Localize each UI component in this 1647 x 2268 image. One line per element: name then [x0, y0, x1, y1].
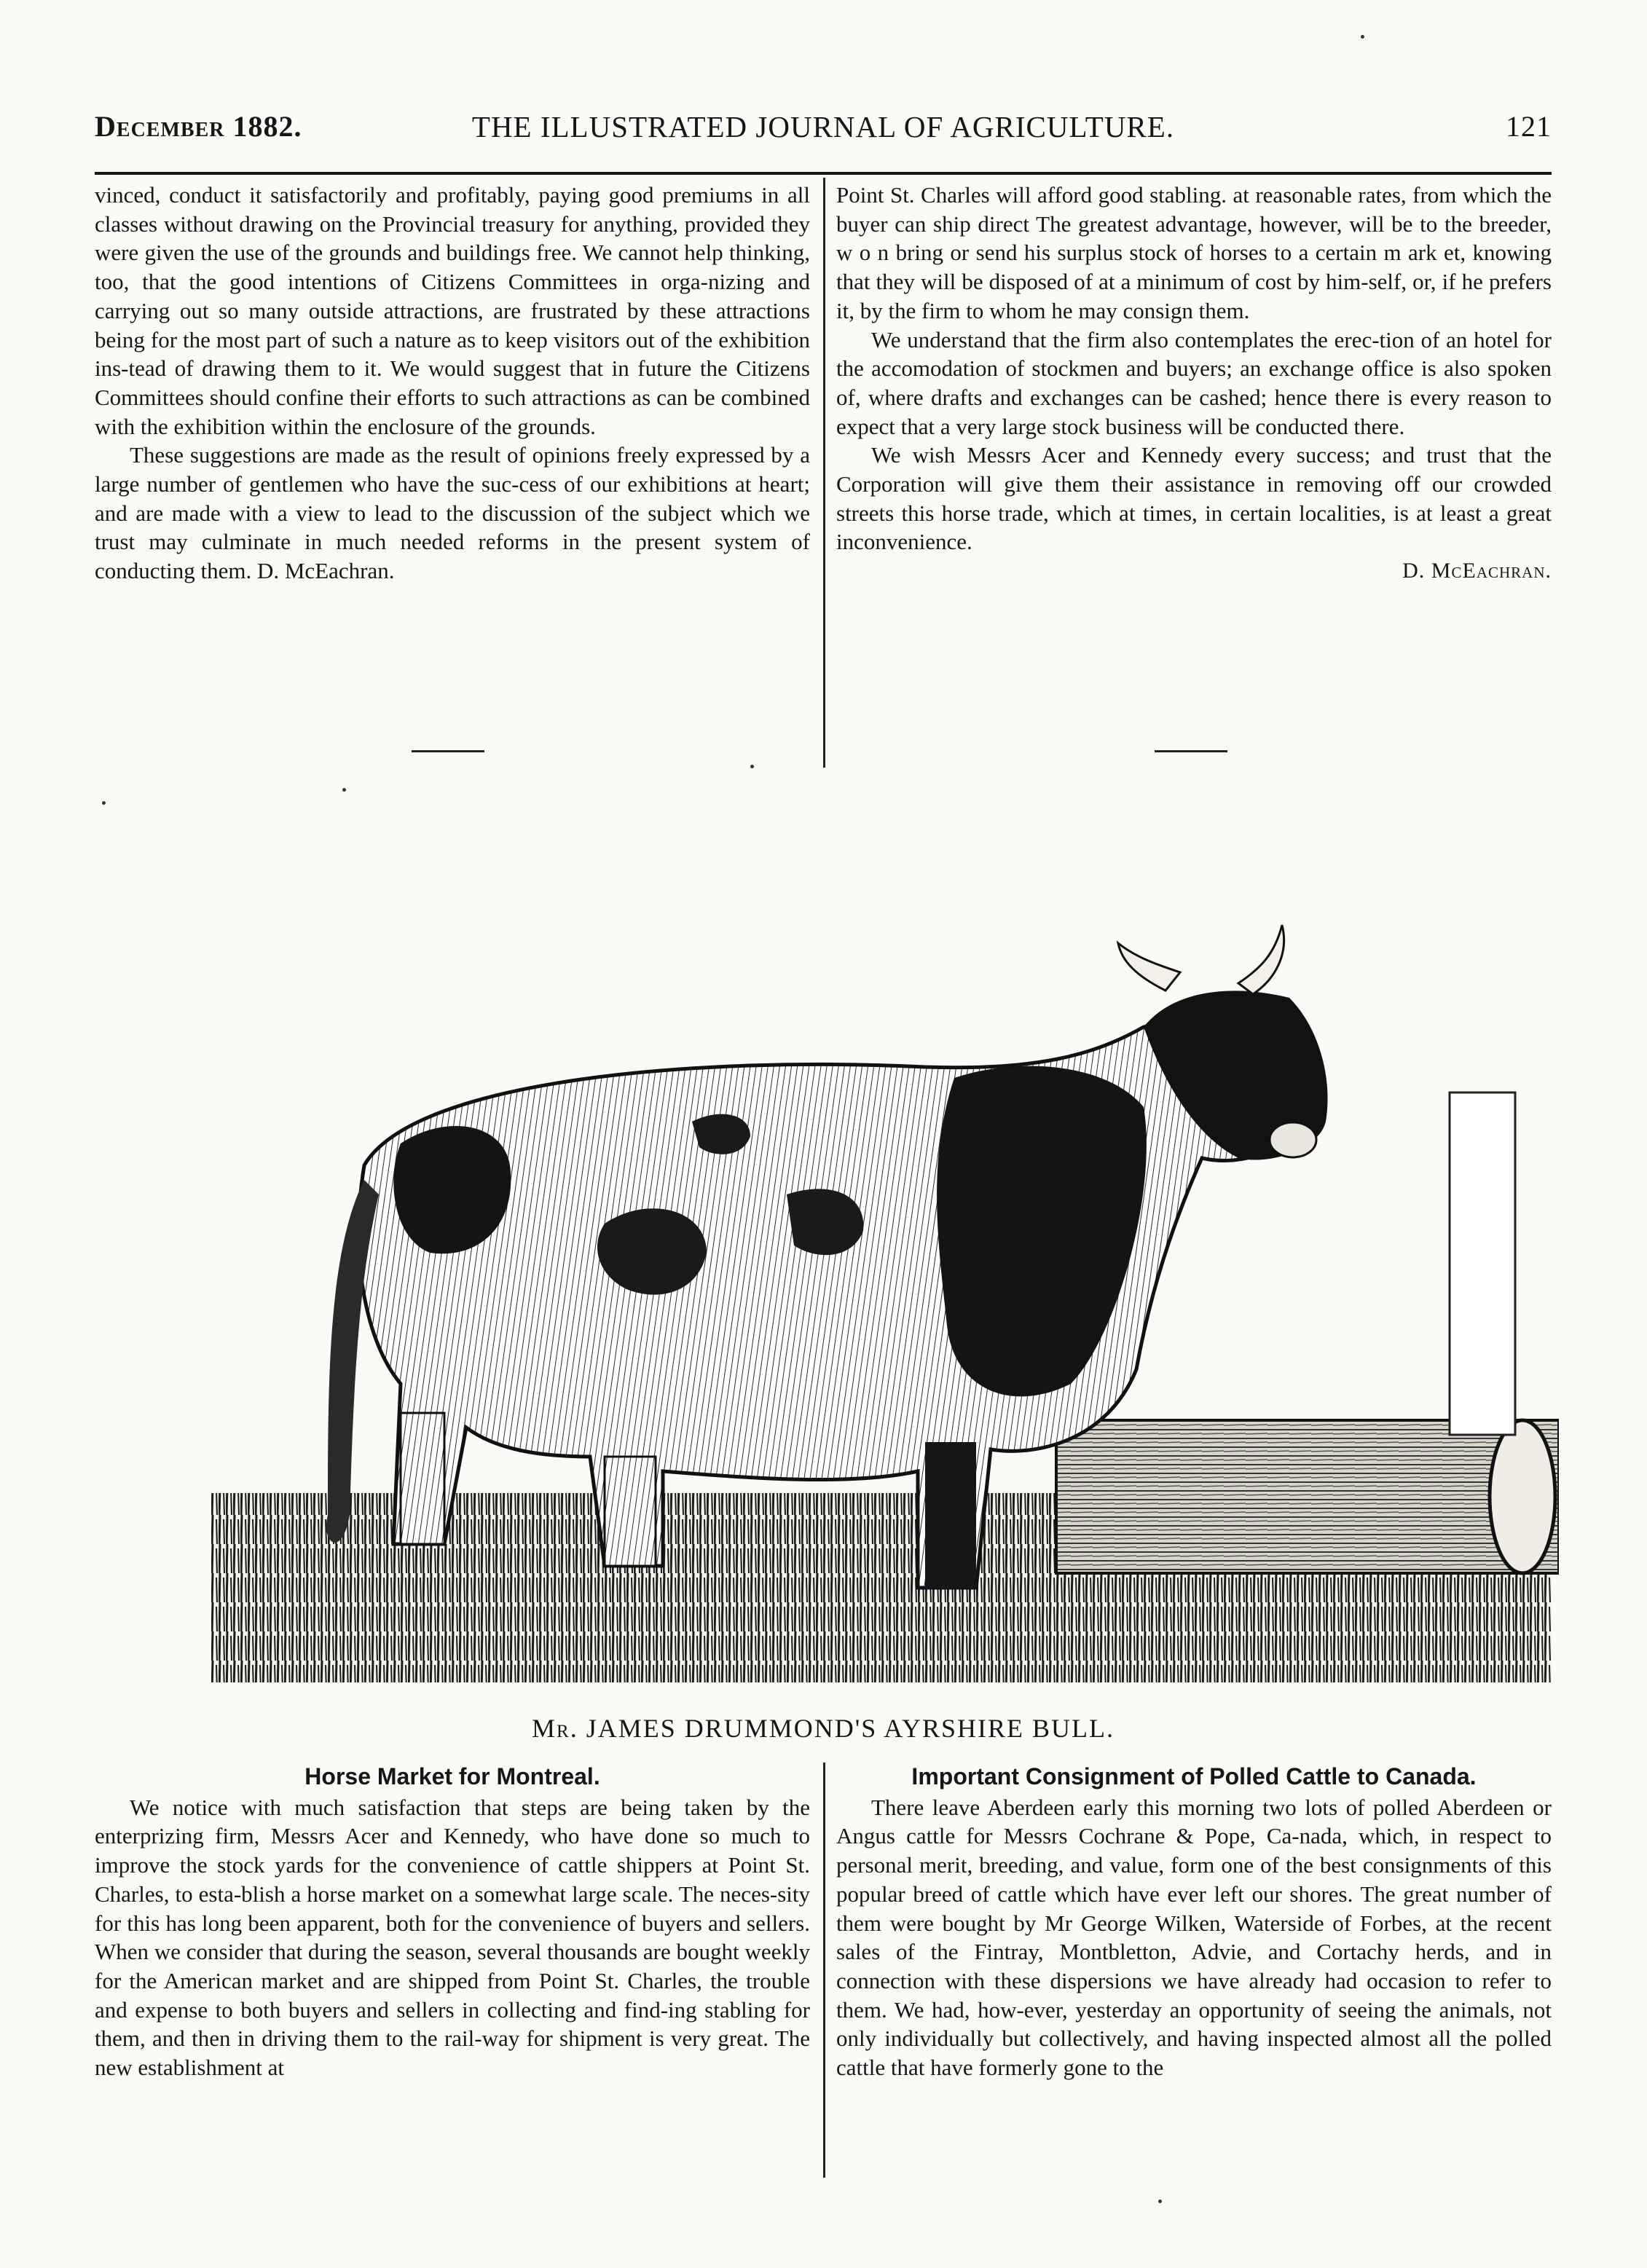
header-rule	[95, 172, 1552, 175]
paragraph: We understand that the firm also contemplates the erec-tion of an hotel for the accomodation of stockmen and buyers; an exchange office is also spoken of, where drafts and exchanges can be cashed; hence there is every reason to expect that a very large stock business will be conducted there.	[836, 326, 1552, 439]
paragraph: We notice with much satisfaction that steps are being taken by the enterprizing firm, Messrs Acer and Kennedy, who have done so much to improve the stock yards for the convenience of cattle shippers at Point St. Charles, to esta-blish a horse market on a somewhat large scale. The neces-sity for this has long been apparent, both for the convenience of buyers and sellers. When we consider that during the season, several thousands are bought weekly for the American market and are shipped from Point St. Charles, the trouble and expense to both buyers and sellers in collecting and find-ing stabling for them, and then in driving them to the rail-way for shipment is very great. The new establishment at	[95, 1794, 810, 2081]
print-speck	[750, 765, 754, 768]
paragraph: There leave Aberdeen early this morning two lots of polled Aberdeen or Angus cattle for Messrs Cochrane & Pope, Ca-nada, which, in respect to personal merit, breeding, and value, form one of the best consignments of this popular breed of cattle which have ever left our shores. The great number of them were bought by Mr George Wilken, Waterside of Forbes, at the recent sales of the Fintray, Montbletton, Advie, and Cortachy herds, and in connection with these dispersions we have already had occasion to refer to them. We had, how-ever, yesterday an opportunity of seeing the animals, not only individually but collectively, and having inspected almost all the polled cattle that have formerly gone to the	[836, 1794, 1552, 2081]
rear-leg	[401, 1413, 444, 1544]
paragraph: We wish Messrs Acer and Kennedy every success; and trust that the Corporation will give them their assistance in removing off our crowded streets this horse trade, which at times, in certain localities, is at least a great inconvenience.	[836, 442, 1552, 555]
pump-post	[1450, 1092, 1515, 1435]
journal-title: THE ILLUSTRATED JOURNAL OF AGRICULTURE.	[471, 110, 1175, 143]
page-header	[95, 109, 1552, 153]
top-right-column	[836, 181, 1552, 586]
figure-caption	[95, 1713, 1552, 1744]
column-divider	[823, 1763, 825, 2178]
caption-prefix: Mr.	[532, 1714, 578, 1743]
top-left-column	[95, 181, 810, 586]
bottom-right-article	[836, 1763, 1552, 2082]
print-speck	[102, 801, 106, 805]
print-speck	[1158, 2200, 1162, 2203]
paragraph: vinced, conduct it satisfactorily and profitably, paying good premiums in all classes without drawing on the Provincial treasury for anything, provided they were given the use of the grounds and buildings free. We cannot help thinking, too, that the good intentions of Citizens Committees in orga-nizing and carrying out so many outside attractions, are frustrated by these attractions being for the most part of such a nature as to keep visitors out of the exhibition ins-tead of drawing them to it. We would suggest that in future the Citizens Committees should confine their efforts to such attractions as can be combined with the exhibition within the enclosure of the grounds.	[95, 182, 810, 439]
right-horn	[1238, 925, 1284, 994]
foreleg	[925, 1442, 976, 1588]
trough-end	[1490, 1420, 1555, 1573]
column-divider	[823, 178, 825, 768]
paragraph: These suggestions are made as the result of opinions freely expressed by a large number of gentlemen who have the suc-cess of our exhibitions at heart; and are made with a view to lead to the discussion of the subject which we trust may culminate in much needed reforms in the present system of conducting them. D. McEachran.	[95, 442, 810, 584]
print-speck	[1361, 35, 1364, 39]
page-number: 121	[1506, 110, 1552, 143]
bottom-left-article	[95, 1763, 810, 2082]
article-heading: Important Consignment of Polled Cattle to Canada.	[911, 1763, 1477, 1789]
water-trough	[1056, 1420, 1559, 1573]
bull-muzzle	[1270, 1122, 1316, 1157]
caption-text: JAMES DRUMMOND'S AYRSHIRE BULL.	[586, 1714, 1115, 1743]
issue-date: December 1882.	[95, 110, 302, 143]
paragraph: Point St. Charles will afford good stabling. at reasonable rates, from which the buyer can ship direct The greatest advantage, however, will be to the breeder, w o n bring or send his surplus stock of horses to a certain m ark et, knowing that they will be disposed of at a minimum of cost by him-self, or, if he prefers it, by the firm to whom he may consign them.	[836, 182, 1552, 323]
signature: D. McEachran.	[1402, 559, 1552, 583]
section-rule	[1155, 750, 1227, 752]
section-rule	[412, 750, 484, 752]
ayrshire-bull-engraving	[197, 816, 1559, 1704]
hindleg	[605, 1457, 656, 1566]
article-heading: Horse Market for Montreal.	[304, 1763, 600, 1789]
print-speck	[342, 788, 346, 792]
left-horn	[1118, 943, 1180, 991]
